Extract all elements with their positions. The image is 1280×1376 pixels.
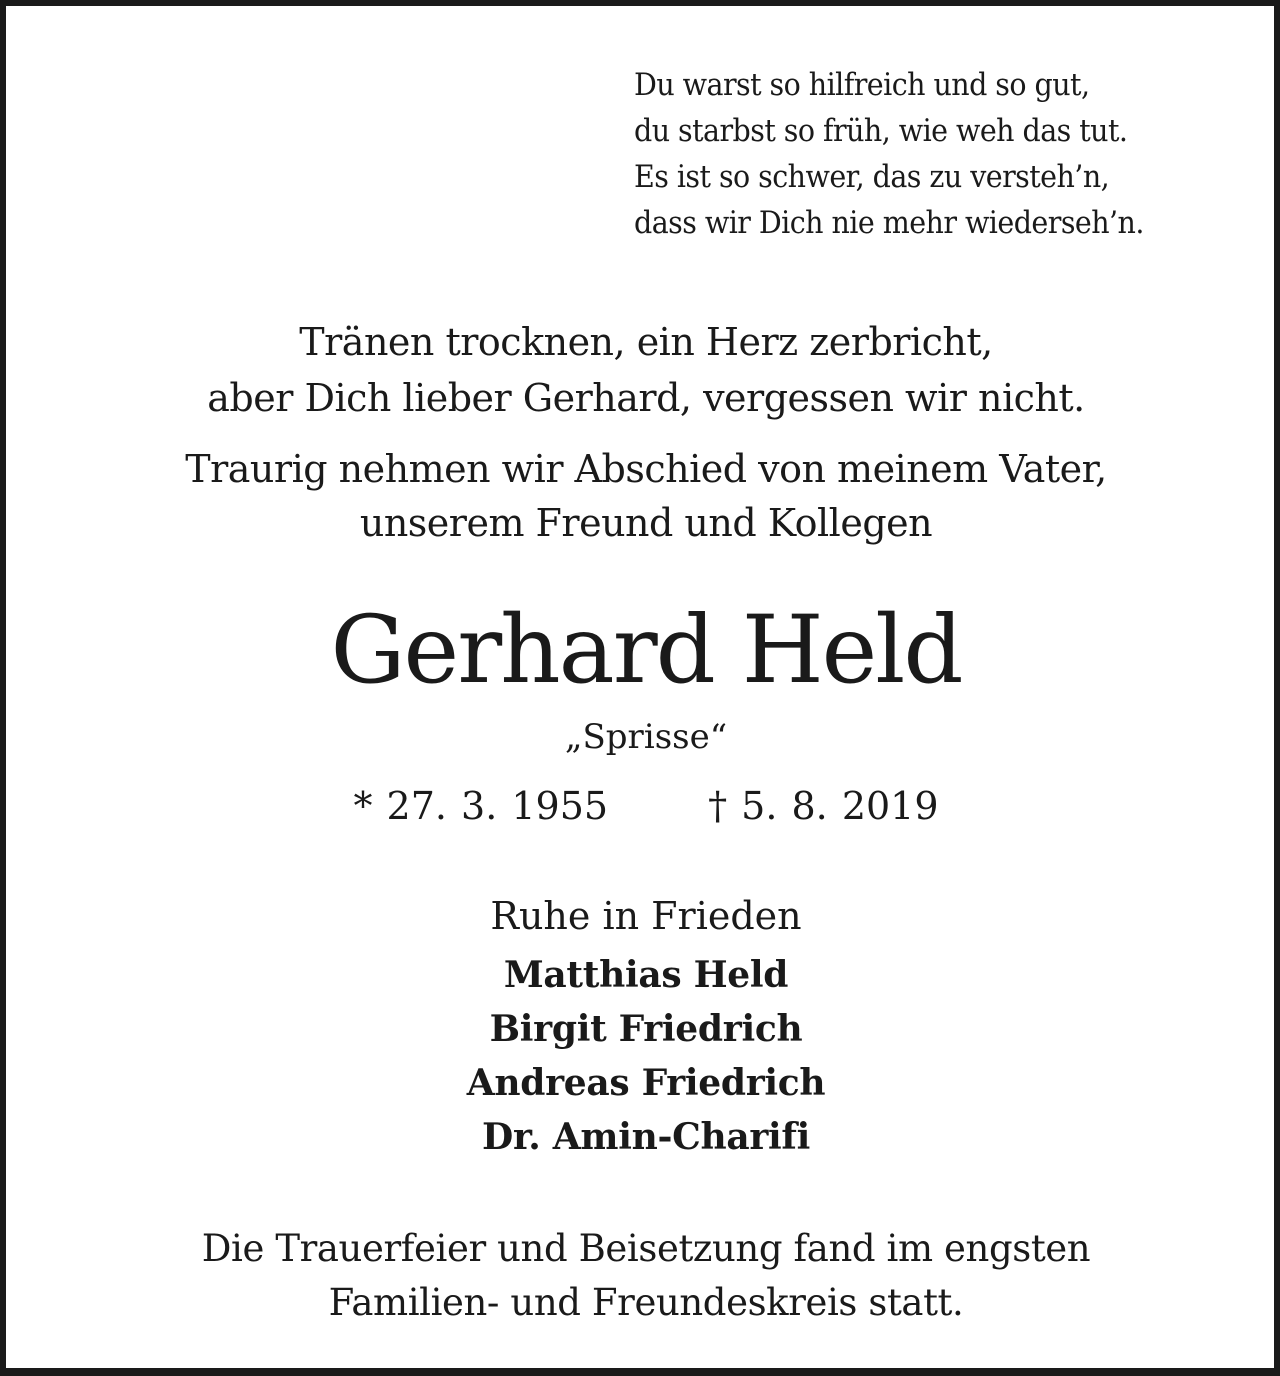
intro-line: Tränen trocknen, ein Herz zerbricht,	[299, 320, 993, 364]
life-dates	[6, 778, 1280, 834]
rest-in-peace: Ruhe in Frieden	[490, 894, 802, 938]
farewell-text	[6, 442, 1280, 550]
poem-line: dass wir Dich nie mehr wiederseh’n.	[634, 205, 1144, 241]
birth-date: * 27. 3. 1955	[353, 784, 609, 828]
farewell-line: unserem Freund und Kollegen	[359, 501, 933, 545]
funeral-note-line: Die Trauerfeier und Beisetzung fand im engsten	[201, 1227, 1091, 1270]
signer-name: Dr. Amin-Charifi	[482, 1116, 810, 1158]
farewell-line: Traurig nehmen wir Abschied von meinem Vater,	[185, 447, 1107, 491]
poem-line: Du warst so hilfreich und so gut,	[634, 67, 1090, 103]
deceased-nickname: „Sprisse“	[564, 717, 728, 757]
funeral-note-line: Familien- und Freundeskreis statt.	[328, 1281, 964, 1324]
poem-line: du starbst so früh, wie weh das tut.	[634, 113, 1128, 149]
intro-verse	[6, 314, 1280, 426]
signer-name: Matthias Held	[503, 954, 789, 996]
intro-line: aber Dich lieber Gerhard, vergessen wir nicht.	[207, 376, 1085, 420]
deceased-name: Gerhard Held	[330, 596, 962, 705]
signer-name: Andreas Friedrich	[466, 1062, 826, 1104]
signers-list	[6, 948, 1280, 1164]
signer-name: Birgit Friedrich	[489, 1008, 803, 1050]
poem	[634, 62, 1204, 246]
poem-line: Es ist so schwer, das zu versteh’n,	[634, 159, 1110, 195]
funeral-note	[6, 1222, 1280, 1330]
death-date: † 5. 8. 2019	[708, 784, 939, 828]
